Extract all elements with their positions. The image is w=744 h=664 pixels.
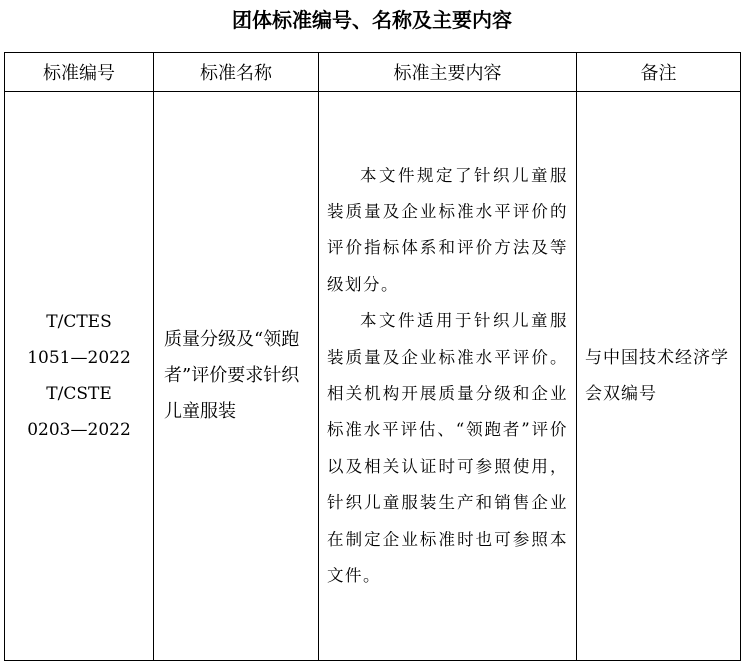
remark-cell: 与中国技术经济学会双编号	[577, 92, 741, 661]
standard-code-line: 1051—2022	[27, 348, 131, 368]
standard-code-line: T/CTES	[46, 312, 112, 332]
content-paragraph: 本文件适用于针织儿童服装质量及企业标准水平评价。相关机构开展质量分级和企业标准水平评估、“领跑者”评价以及相关认证时可参照使用，针织儿童服装生产和销售企业在制定企业标准时也可参照本文件。	[327, 311, 568, 586]
header-standard-name: 标准名称	[154, 53, 319, 92]
standard-code-line: T/CSTE	[46, 384, 112, 404]
table-header-row	[5, 53, 741, 92]
table-row	[5, 92, 741, 661]
standard-number-cell	[5, 92, 154, 661]
content-paragraph: 本文件规定了针织儿童服装质量及企业标准水平评价的评价指标体系和评价方法及等级划分。	[327, 165, 568, 294]
standard-code-line: 0203—2022	[27, 420, 131, 440]
main-content-cell	[319, 92, 577, 661]
standard-name-cell: 质量分级及“领跑者”评价要求针织儿童服装	[154, 92, 319, 661]
header-remark: 备注	[577, 53, 741, 92]
standards-table	[4, 52, 741, 661]
header-standard-number: 标准编号	[5, 53, 154, 92]
header-main-content: 标准主要内容	[319, 53, 577, 92]
document-title: 团体标准编号、名称及主要内容	[232, 8, 512, 32]
